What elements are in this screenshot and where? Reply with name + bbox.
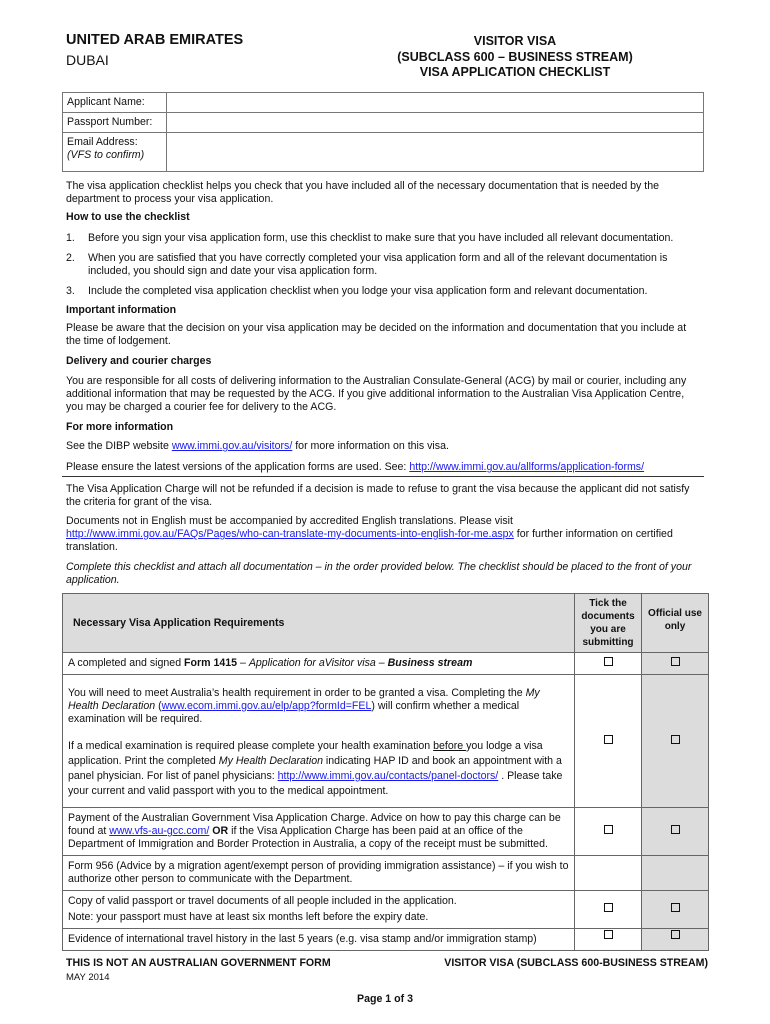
footer-date: MAY 2014 (66, 972, 110, 983)
text: My Health Declaration (68, 687, 540, 712)
list-item: Before you sign your visa application form, use this checklist to make sure that you have included all relevant documentation. (88, 232, 674, 244)
page-number: Page 1 of 3 (357, 993, 413, 1005)
form-956-text: Form 956 (Advice by a migration agent/exempt person of providing immigration assistance) – if you wish to authorize other person to communicate with the Department. (63, 856, 575, 891)
how-to-heading: How to use the checklist (66, 211, 190, 223)
text: OR (209, 825, 229, 837)
intro-paragraph: The visa application checklist helps you check that you have included all of the necessary documentation that is needed by the department to process your visa application. (66, 180, 660, 205)
checkbox[interactable] (604, 825, 613, 834)
table-row (63, 929, 709, 951)
table-row (63, 891, 709, 929)
tick-header: Tick the documents you are submitting (575, 594, 642, 653)
more-info-heading: For more information (66, 421, 174, 433)
text: . Please take your current and valid passport with you to the medical appointment. (68, 770, 563, 797)
text: You will need to meet Australia’s health requirement in order to be granted a visa. Completing the (68, 687, 526, 699)
checkbox[interactable] (671, 735, 680, 744)
checkbox[interactable] (604, 903, 613, 912)
health-declaration-link[interactable]: www.ecom.immi.gov.au/elp/app?formId=FEL (161, 700, 372, 712)
official-header: Official use only (642, 594, 709, 653)
list-item: Include the completed visa application checklist when you lodge your visa application form and relevant documentation. (88, 285, 648, 297)
requirements-header: Necessary Visa Application Requirements (63, 594, 575, 653)
text: indicating HAP ID and book an appointment with a panel physician. For list of panel physicians: (68, 755, 562, 782)
document-title (370, 34, 660, 81)
text: Payment of the Australian Government Visa Application Charge. Advice on how to pay this charge can be found at (68, 812, 561, 837)
text: Note: your passport must have at least six months left before the expiry date. (68, 911, 429, 923)
applicant-name-field[interactable] (167, 93, 704, 113)
title-line: (SUBCLASS 600 – BUSINESS STREAM) (397, 49, 633, 64)
email-note: (VFS to confirm) (67, 149, 145, 161)
checkbox[interactable] (671, 930, 680, 939)
text: – (237, 657, 249, 669)
important-heading: Important information (66, 304, 177, 316)
vfs-link[interactable]: www.vfs-au-gcc.com/ (109, 825, 210, 837)
footer-title: VISITOR VISA (SUBCLASS 600-BUSINESS STREAM) (444, 957, 708, 969)
passport-number-label: Passport Number: (63, 113, 167, 133)
list-number: 3. (66, 285, 75, 297)
more-info-line (66, 440, 449, 453)
table-row (63, 675, 709, 808)
text: Form 1415 (184, 657, 238, 669)
checkbox[interactable] (671, 825, 680, 834)
text: ) will confirm whether a medical examination will be required. (68, 700, 520, 725)
applicant-details-table (62, 92, 704, 172)
text: Application for aVisitor visa (248, 657, 376, 669)
table-row (63, 856, 709, 891)
refund-paragraph: The Visa Application Charge will not be refunded if a decision is made to refuse to grant the visa because the applicant did not satisfy the criteria for grant of the visa. (66, 483, 690, 508)
delivery-paragraph: You are responsible for all costs of delivering information to the Australian Consulate-General (ACG) by mail or courier, including any additional information that may be requested by the ACG. If you give additional information to the Australian Visa Application Centre, you may be charged a courier fee for delivery to the ACG. (66, 375, 687, 413)
visitors-link[interactable]: www.immi.gov.au/visitors/ (171, 440, 293, 452)
passport-number-field[interactable] (167, 113, 704, 133)
email-label: Email Address: (67, 136, 138, 148)
text: – (375, 657, 388, 669)
requirements-table (62, 593, 709, 951)
text: you lodge a visa application. Print the completed (68, 740, 543, 767)
complete-instruction: Complete this checklist and attach all documentation – in the order provided below. The checklist should be placed to the front of your application. (66, 561, 692, 586)
title-line: VISA APPLICATION CHECKLIST (419, 65, 611, 79)
text: ( (155, 700, 162, 712)
checkbox[interactable] (604, 930, 613, 939)
table-row (63, 808, 709, 856)
important-paragraph: Please be aware that the decision on your visa application may be decided on the information and documentation that you include at the time of lodgement. (66, 322, 687, 347)
city-heading: DUBAI (66, 52, 109, 68)
forms-line (66, 461, 644, 474)
panel-doctors-link[interactable]: http://www.immi.gov.au/contacts/panel-doctors/ (277, 770, 499, 782)
text: Please ensure the latest versions of the application forms are used. See: (66, 461, 410, 473)
delivery-heading: Delivery and courier charges (66, 355, 212, 367)
email-field[interactable] (167, 133, 704, 172)
text: for further information on certified translation. (66, 528, 673, 553)
checkbox[interactable] (604, 735, 613, 744)
translation-link[interactable]: http://www.immi.gov.au/FAQs/Pages/who-can-translate-my-documents-into-english-for-me.aspx (66, 528, 514, 540)
text: Documents not in English must be accompanied by accredited English translations. Please visit (66, 515, 513, 527)
text: If a medical examination is required please complete your health examination (68, 740, 434, 752)
travel-history-text: Evidence of international travel history in the last 5 years (e.g. visa stamp and/or immigration stamp) (63, 929, 575, 951)
checkbox[interactable] (604, 657, 613, 666)
country-heading: UNITED ARAB EMIRATES (66, 32, 244, 48)
text: for more information on this visa. (292, 440, 449, 452)
list-number: 1. (66, 232, 75, 244)
checkbox[interactable] (671, 657, 680, 666)
divider (62, 476, 704, 477)
list-item: When you are satisfied that you have correctly completed your visa application form and all of the relevant documentation is included, you should sign and date your visa application form. (88, 252, 668, 277)
text: if the Visa Application Charge has been paid at an office of the Department of Immigration and Border Protection in Australia, a copy of the receipt must be submitted. (68, 825, 548, 850)
text: A completed and signed (68, 657, 185, 669)
text: My Health Declaration (218, 755, 323, 767)
text: before (433, 740, 467, 752)
footer-disclaimer: THIS IS NOT AN AUSTRALIAN GOVERNMENT FORM (66, 957, 331, 969)
title-line: VISITOR VISA (473, 34, 557, 48)
checkbox[interactable] (671, 903, 680, 912)
text: Copy of valid passport or travel documents of all people included in the application. (68, 895, 457, 907)
applicant-name-label: Applicant Name: (63, 93, 167, 113)
text: Business stream (387, 657, 473, 669)
forms-link[interactable]: http://www.immi.gov.au/allforms/application-forms/ (409, 461, 645, 473)
table-row (63, 653, 709, 675)
english-paragraph (66, 515, 696, 554)
text: See the DIBP website (66, 440, 172, 452)
list-number: 2. (66, 252, 75, 264)
